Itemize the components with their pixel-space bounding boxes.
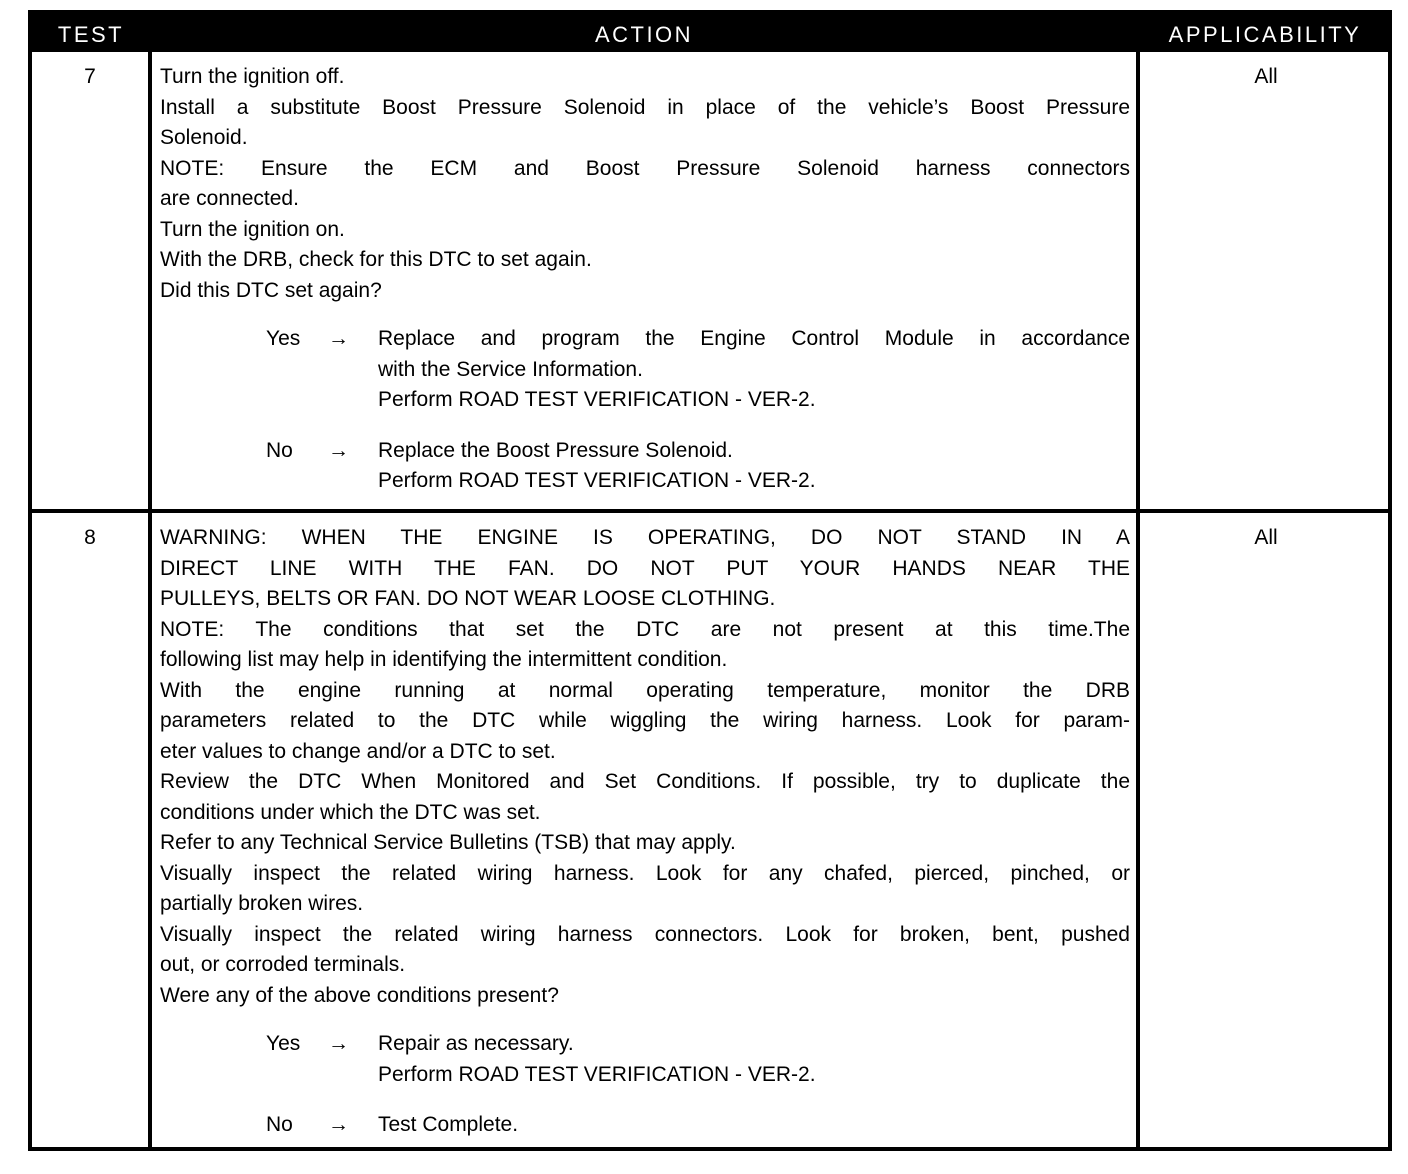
branch-yes	[160, 1029, 1130, 1090]
test-number: 8	[84, 526, 96, 549]
branch-no	[160, 436, 1130, 497]
action-line: Review the DTC When Monitored and Set Conditions. If possible, try to duplicate the	[160, 770, 1130, 793]
table-row	[32, 513, 1388, 1151]
action-cell	[160, 52, 1130, 497]
header-applicability: APPLICABILITY	[1168, 22, 1362, 47]
action-line: WARNING: WHEN THE ENGINE IS OPERATING, DO NOT STAND IN A	[160, 526, 1130, 549]
action-line: conditions under which the DTC was set.	[160, 800, 541, 824]
table-header	[32, 14, 1388, 52]
branch-body	[378, 1029, 1130, 1090]
action-line: out, or corroded terminals.	[160, 953, 406, 976]
action-cell	[160, 513, 1130, 1141]
branch-body	[378, 1110, 1130, 1141]
arrow-right-icon: →	[328, 438, 349, 462]
action-line: following list may help in identifying the intermittent condition.	[160, 648, 728, 671]
arrow-right-icon: →	[328, 1113, 349, 1136]
action-line: Visually inspect the related wiring harness. Look for any chafed, pierced, pinched, or	[160, 861, 1130, 885]
action-line: With the engine running at normal operating temperature, monitor the DRB	[160, 678, 1130, 702]
branch-no	[160, 1110, 1130, 1141]
branch-line: Perform ROAD TEST VERIFICATION - VER-2.	[378, 1062, 816, 1086]
action-line: Turn the ignition off.	[160, 65, 345, 88]
action-line: Were any of the above conditions present?	[160, 983, 559, 1007]
branch-body	[378, 436, 1130, 497]
branch-label-no: No	[266, 438, 293, 462]
branch-line: Perform ROAD TEST VERIFICATION - VER-2.	[378, 469, 816, 492]
branch-label-no: No	[266, 1113, 293, 1136]
branch-body	[378, 324, 1130, 416]
action-line: are connected.	[160, 187, 299, 210]
branch-line: Replace the Boost Pressure Solenoid.	[378, 438, 733, 462]
arrow-right-icon: →	[328, 1032, 349, 1055]
branch-line: Test Complete.	[378, 1113, 519, 1136]
applicability-value: All	[1254, 526, 1278, 549]
branch-line: with the Service Information.	[378, 357, 643, 381]
action-line: Refer to any Technical Service Bulletins (TSB) that may apply.	[160, 831, 736, 854]
branch-label-yes: Yes	[266, 1032, 301, 1055]
action-line: NOTE: Ensure the ECM and Boost Pressure Solenoid harness connectors	[160, 156, 1130, 180]
action-line: NOTE: The conditions that set the DTC are not present at this time.The	[160, 617, 1130, 641]
branch-line: Replace and program the Engine Control Module in accordance	[378, 327, 1130, 350]
test-number: 7	[84, 65, 96, 88]
action-line: eter values to change and/or a DTC to set.	[160, 739, 556, 763]
branch-yes	[160, 324, 1130, 416]
header-action: ACTION	[594, 22, 694, 47]
table-row	[32, 52, 1388, 509]
branch-line: Repair as necessary.	[378, 1032, 574, 1055]
diagnostic-test-table	[28, 10, 1392, 1151]
header-test: TEST	[57, 22, 125, 47]
action-line: Visually inspect the related wiring harness connectors. Look for broken, bent, pushed	[160, 922, 1130, 946]
action-line: Turn the ignition on.	[160, 217, 345, 241]
action-line: Solenoid.	[160, 126, 248, 149]
branch-label-yes: Yes	[266, 327, 301, 350]
action-line: With the DRB, check for this DTC to set again.	[160, 248, 592, 271]
applicability-value: All	[1254, 65, 1278, 88]
action-line: Install a substitute Boost Pressure Solenoid in place of the vehicle’s Boost Pressure	[160, 95, 1130, 119]
branch-line: Perform ROAD TEST VERIFICATION - VER-2.	[378, 388, 816, 411]
action-line: PULLEYS, BELTS OR FAN. DO NOT WEAR LOOSE CLOTHING.	[160, 587, 776, 610]
action-line: Did this DTC set again?	[160, 278, 382, 302]
arrow-right-icon: →	[328, 327, 349, 350]
action-line: DIRECT LINE WITH THE FAN. DO NOT PUT YOUR HANDS NEAR THE	[160, 556, 1130, 580]
action-line: partially broken wires.	[160, 892, 364, 915]
action-line: parameters related to the DTC while wiggling the wiring harness. Look for param-	[160, 709, 1130, 732]
